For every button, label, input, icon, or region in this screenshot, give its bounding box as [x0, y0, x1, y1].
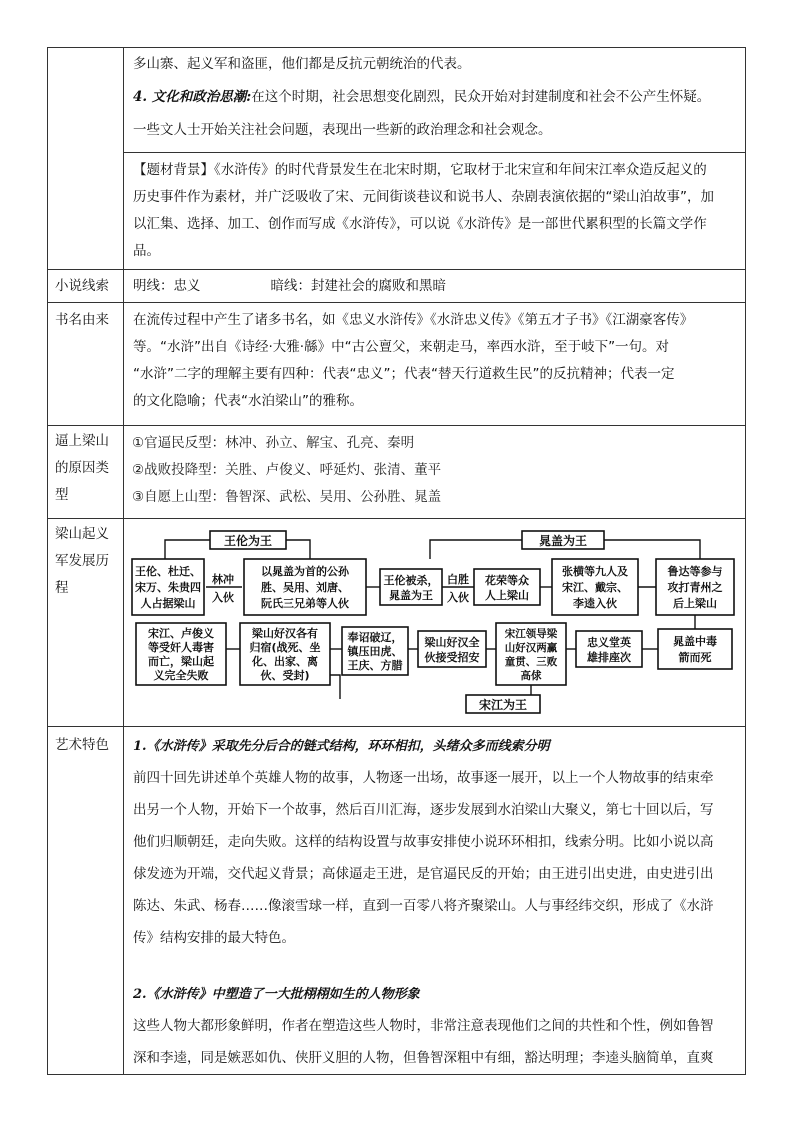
reason-item: ③自愿上山型：鲁智深、武松、吴用、公孙胜、晁盖: [132, 489, 442, 505]
art-heading-2: 2.《水浒传》中塑造了一大批栩栩如生的人物形象: [133, 987, 420, 1002]
art-label-cell: [48, 727, 124, 1075]
history-label: 梁山起义 军发展历 程: [55, 526, 109, 596]
head-chaogai-text: 晁盖为王: [538, 534, 588, 548]
flow-label: 宋江领导梁: [504, 628, 558, 640]
flow-label: 等受奸人毒害: [148, 641, 214, 654]
clue-cell: [124, 270, 746, 303]
reasons-label-cell: [48, 426, 124, 519]
flow-label: 奉诏破辽，: [347, 631, 403, 644]
flow-label: 晁盖中毒: [673, 635, 717, 648]
flow-label: 王庆、方腊: [347, 659, 403, 672]
connector: [330, 675, 340, 699]
flow-label: 花荣等众: [485, 574, 529, 587]
background-p1: 多山寨、起义军和盗匪，他们都是反抗元朝统治的代表。: [133, 56, 471, 72]
flow-label: 雄排座次: [587, 651, 631, 664]
flow-label: 王伦被杀，: [383, 574, 439, 587]
reason-item: ②战败投降型：关胜、卢俊义、呼延灼、张清、董平: [132, 462, 442, 478]
reasons-label: 逼上梁山 的原因类 型: [55, 433, 109, 503]
flow-label: 义完全失败: [153, 669, 209, 682]
flow-label: 宋江、戴宗、: [562, 581, 628, 594]
flow-label: 攻打青州之: [667, 581, 723, 594]
liangshan-flowchart: [130, 529, 738, 714]
flow-label: 梁山好汉全: [424, 636, 480, 649]
flow-label: 鲁达等参与: [667, 565, 723, 578]
flow-label: 人上梁山: [485, 589, 529, 602]
reason-item: ①官逼民反型：林冲、孙立、解宝、孔亮、秦明: [132, 435, 415, 451]
flow-label: 伙、受封): [260, 669, 310, 682]
flow-label: 镇压田虎、: [347, 645, 403, 658]
connector: [430, 540, 522, 559]
clue-label: 小说线索: [55, 278, 109, 294]
clue-implicit: 暗线：封建社会的腐败和黑暗: [270, 278, 446, 294]
connector: [604, 540, 700, 559]
flow-label: 以晁盖为首的公孙: [261, 565, 349, 578]
title-origin-label-cell: [48, 303, 124, 426]
flow-label: 入伙: [212, 591, 234, 604]
row-label-empty: [48, 48, 124, 270]
art-cell: 1.《水浒传》采取先分后合的链式结构，环环相扣，头绪众多而线索分明 前四十回先讲述单个英雄人物的故事，人物逐一出场，故事逐一展开，以上一个人物故事的结束牵 出另一个人物，开始下一个故事，然后百川汇海，逐步发展到水泊梁山大聚义，第七十回以后，写 他们归顺朝廷，走向失败。这样的结构设置与故事安排使小说环环相扣，线索分明。比如小说以高 俅发迹为开端，交代起义背景；高俅逼走王进，是官逼民反的开始；由王进引出史进，由史进引出 陈达、朱武、杨春……像滚雪球一样，直到一百零八将齐聚梁山。人与事经纬交织，形成了《水浒 传》结构安排的最大特色。 2.《水浒传》中塑造了一大批栩栩如生的人物形象 这些人物大都形象鲜明，作者在塑造这些人物时，非常注意表现他们之间的共性和个性，例如鲁智 深和李逵，同是嫉恶如仇、侠肝义胆的人物，但鲁智深粗中有细，豁达明理；李逵头脑简单，直爽: [124, 727, 746, 1075]
clue-label-cell: [48, 270, 124, 303]
flow-label: 晁盖为王: [389, 589, 433, 602]
background-cell: [124, 48, 746, 270]
flow-label: 人占据梁山: [140, 597, 196, 610]
flow-label: 童贯、三败: [504, 656, 558, 668]
art-heading-1: 1.《水浒传》采取先分后合的链式结构，环环相扣，头绪众多而线索分明: [133, 739, 550, 754]
flow-label: 而亡，梁山起: [148, 655, 214, 668]
content-table: [47, 47, 746, 1075]
history-label-cell: [48, 519, 124, 727]
flow-label: 梁山好汉各有: [252, 627, 318, 640]
flow-label: 箭而死: [678, 651, 712, 664]
background-p2-head: 4. 文化和政治思潮:: [133, 89, 252, 105]
history-flow-cell: [124, 519, 746, 727]
reasons-cell: [124, 426, 746, 519]
head-songjiang-text: 宋江为王: [478, 698, 528, 712]
flow-label: 归宿(战死、坐: [249, 641, 321, 654]
flow-label: 李逵入伙: [573, 597, 617, 610]
title-origin-label: 书名由来: [55, 312, 109, 328]
flow-label: 入伙: [447, 591, 469, 604]
background-p2b: 一些文人士开始关注社会问题，表现出一些新的政治理念和社会观念。: [133, 122, 552, 138]
material-background: 【题材背景】《水浒传》的时代背景发生在北宋时期，它取材于北宋宣和年间宋江率众造反起义的 历史事件作为素材，并广泛吸收了宋、元间街谈巷议和说书人、杂剧表演依据的“梁山泊故事”，加 以汇集、选择、加工、创作而写成《水浒传》，可以说《水浒传》是一部世代累积型的长篇文学作 品。: [124, 152, 745, 269]
flow-label: 胜、吴用、刘唐、: [261, 581, 349, 594]
flow-label: 王伦、杜迁、: [135, 565, 201, 578]
clue-explicit: 明线：忠义: [133, 278, 201, 294]
flow-label: 后上梁山: [673, 597, 717, 610]
flow-label: 林冲: [212, 573, 234, 586]
title-origin-cell: 在流传过程中产生了诸多书名，如《忠义水浒传》《水浒忠义传》《第五才子书》《江湖豪客传》 等。“水浒”出自《诗经·大雅·緜》中“古公亶父，来朝走马，率西水浒，至于岐下”一句。对 “水浒”二字的理解主要有四种：代表“忠义”；代表“替天行道救生民”的反抗精神；代表一定 的文化隐喻；代表“水泊梁山”的雅称。: [124, 303, 746, 426]
flow-label: 化、出家、离: [252, 655, 318, 668]
flow-label: 阮氏三兄弟等人伙: [261, 597, 349, 610]
head-wanglun-text: 王伦为王: [223, 534, 273, 548]
connector: [165, 540, 210, 559]
background-p2: 4. 文化和政治思潮:在这个时期，社会思想变化剧烈，民众开始对封建制度和社会不公产生怀疑。: [133, 89, 711, 105]
flow-label: 高俅: [520, 670, 542, 682]
flow-label: 白胜: [447, 573, 469, 586]
flow-label: 宋江、卢俊义: [148, 627, 214, 640]
flow-label: 张横等九人及: [562, 565, 628, 578]
flow-label: 宋万、朱贵四: [135, 581, 201, 594]
art-label: 艺术特色: [55, 737, 109, 753]
connector: [286, 540, 310, 559]
flow-label: 忠义堂英: [587, 636, 631, 649]
flow-label: 伙接受招安: [424, 651, 480, 664]
flow-label: 山好汉两赢: [504, 642, 558, 654]
